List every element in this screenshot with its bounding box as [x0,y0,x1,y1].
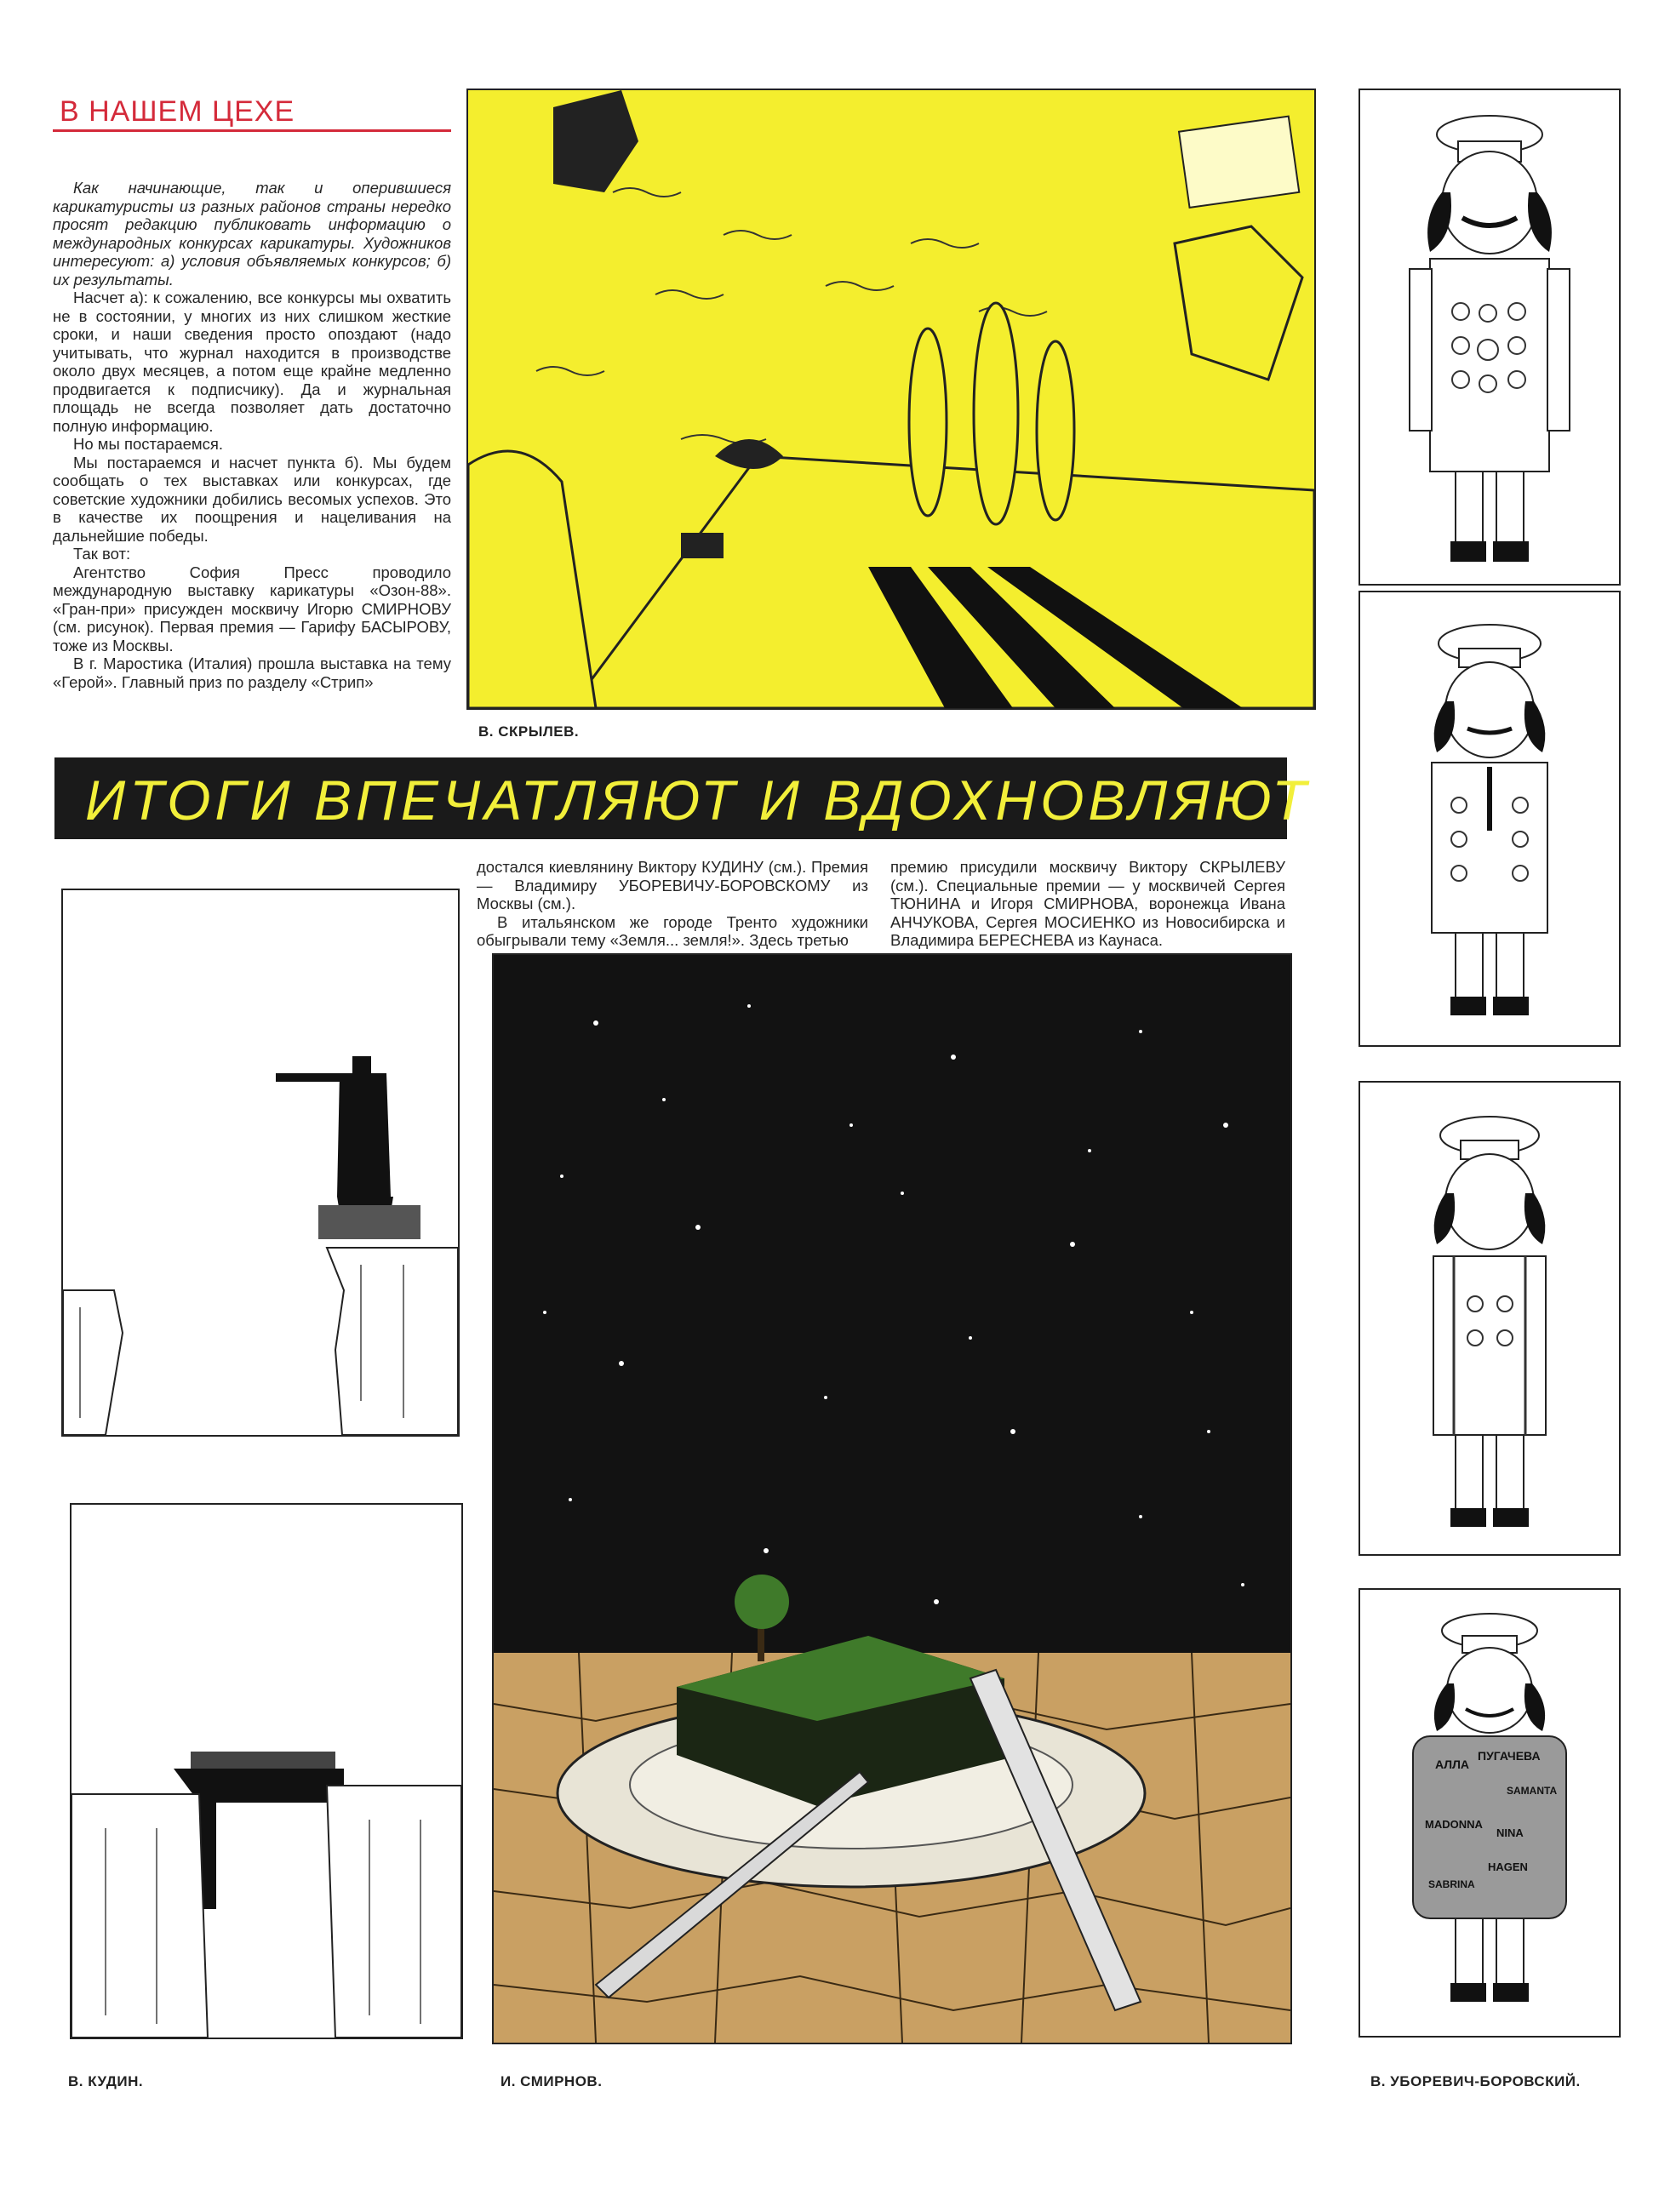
rubric-header [53,89,451,134]
general-figure-drawing [1360,90,1619,584]
monument-cliff-drawing [63,890,458,1435]
rubric-title: В НАШЕМ ЦЕХЕ [60,95,295,128]
sweater-word: MADONNA [1425,1818,1483,1831]
article-paragraph: Мы постараемся и насчет пункта б). Мы будем сообщать о тех выставках или конкурсах, где советские художники добились весомых успехов. Это в качестве их поощрения и нацеливания на дальнейшие победы. [53,453,451,545]
article-paragraph: Как начинающие, так и оперившиеся карикатуристы из разных районов страны нередко просят редакцию публиковать информацию о международных конкурсах карикатуры. Художников интересуют: а) условия объявляемых конкурсов; б) их результаты. [53,179,451,289]
article-paragraph: Агентство София Пресс проводило международную выставку карикатуры «Озон-88». «Гран-при» присужден москвичу Игорю СМИРНОВУ (см. рисунок). Первая премия — Гарифу БАСЫРОВУ, тоже из Москвы. [53,563,451,654]
cartoon-general-panel-1 [1359,89,1621,586]
sweater-word: NINA [1496,1826,1524,1839]
cartoon-beach-skrylev [466,89,1316,710]
article-column-3 [890,858,1285,952]
cartoon-general-panel-2 [1359,591,1621,1047]
cartoon-general-panel-4 [1359,1588,1621,2038]
fallen-monument-drawing [72,1505,461,2038]
cartoon-kudin-panel-2 [70,1503,463,2039]
cartoon-earth-cake-smirnov [492,953,1292,2044]
caption-uborevich: В. УБОРЕВИЧ-БОРОВСКИЙ. [1370,2073,1581,2089]
sweater-word: ПУГАЧЕВА [1478,1749,1541,1763]
rubric-underline [53,129,451,132]
general-figure-drawing [1360,1590,1619,2036]
article-paragraph: В итальянском же городе Тренто художники обыгрывали тему «Земля... земля!». Здесь третью [477,912,868,949]
earth-cake-drawing [494,955,1290,2043]
caption-smirnov: И. СМИРНОВ. [501,2073,603,2089]
caption-kudin: В. КУДИН. [68,2073,144,2089]
sweater-word: HAGEN [1488,1860,1528,1873]
sweater-word: SABRINA [1428,1878,1475,1890]
headline-banner [54,757,1311,839]
article-paragraph: В г. Маростика (Италия) прошла выставка на тему «Герой». Главный приз по разделу «Стрип» [53,654,451,691]
article-paragraph: Но мы постараемся. [73,435,224,453]
cartoon-general-panel-3 [1359,1081,1621,1556]
headline-text: ИТОГИ ВПЕЧАТЛЯЮТ И ВДОХНОВЛЯЮТ [85,769,1311,832]
article-column-1 [53,179,451,747]
sweater-word: SAMANTA [1507,1785,1558,1797]
general-figure-drawing [1360,592,1619,1045]
cartoon-kudin-panel-1 [61,889,460,1437]
article-paragraph: премию присудили москвичу Виктору СКРЫЛЕВУ (см.). Специальные премии — у москвичей Сергея ТЮНИНА и Игоря СМИРНОВА, воронежца Ивана АНЧУКОВА, Сергея МОСИЕНКО из Новосибирска и Владимира БЕРЕСНЕВА из Каунаса. [890,858,1285,949]
sweater-word: АЛЛА [1435,1758,1470,1771]
article-paragraph: Насчет а): к сожалению, все конкурсы мы охватить не в состоянии, у многих из них слишком жесткие сроки, и наши сведения просто опоздают (надо учитывать, что журнал находится в производстве около двух месяцев, а потом еще крайне медленно продвигается к подписчику). Да и журнальная площадь не всегда позволяет дать достаточно полную информацию. [53,289,451,435]
caption-skrylev: В. СКРЫЛЕВ. [478,723,580,740]
article-paragraph: достался киевлянину Виктору КУДИНУ (см.). Премия — Владимиру УБОРЕВИЧУ-БОРОВСКОМУ из Москвы (см.). [477,858,868,912]
article-paragraph: Так вот: [73,545,131,563]
beach-scene-drawing [468,90,1314,708]
general-figure-drawing [1360,1083,1619,1554]
article-column-2 [477,858,868,952]
